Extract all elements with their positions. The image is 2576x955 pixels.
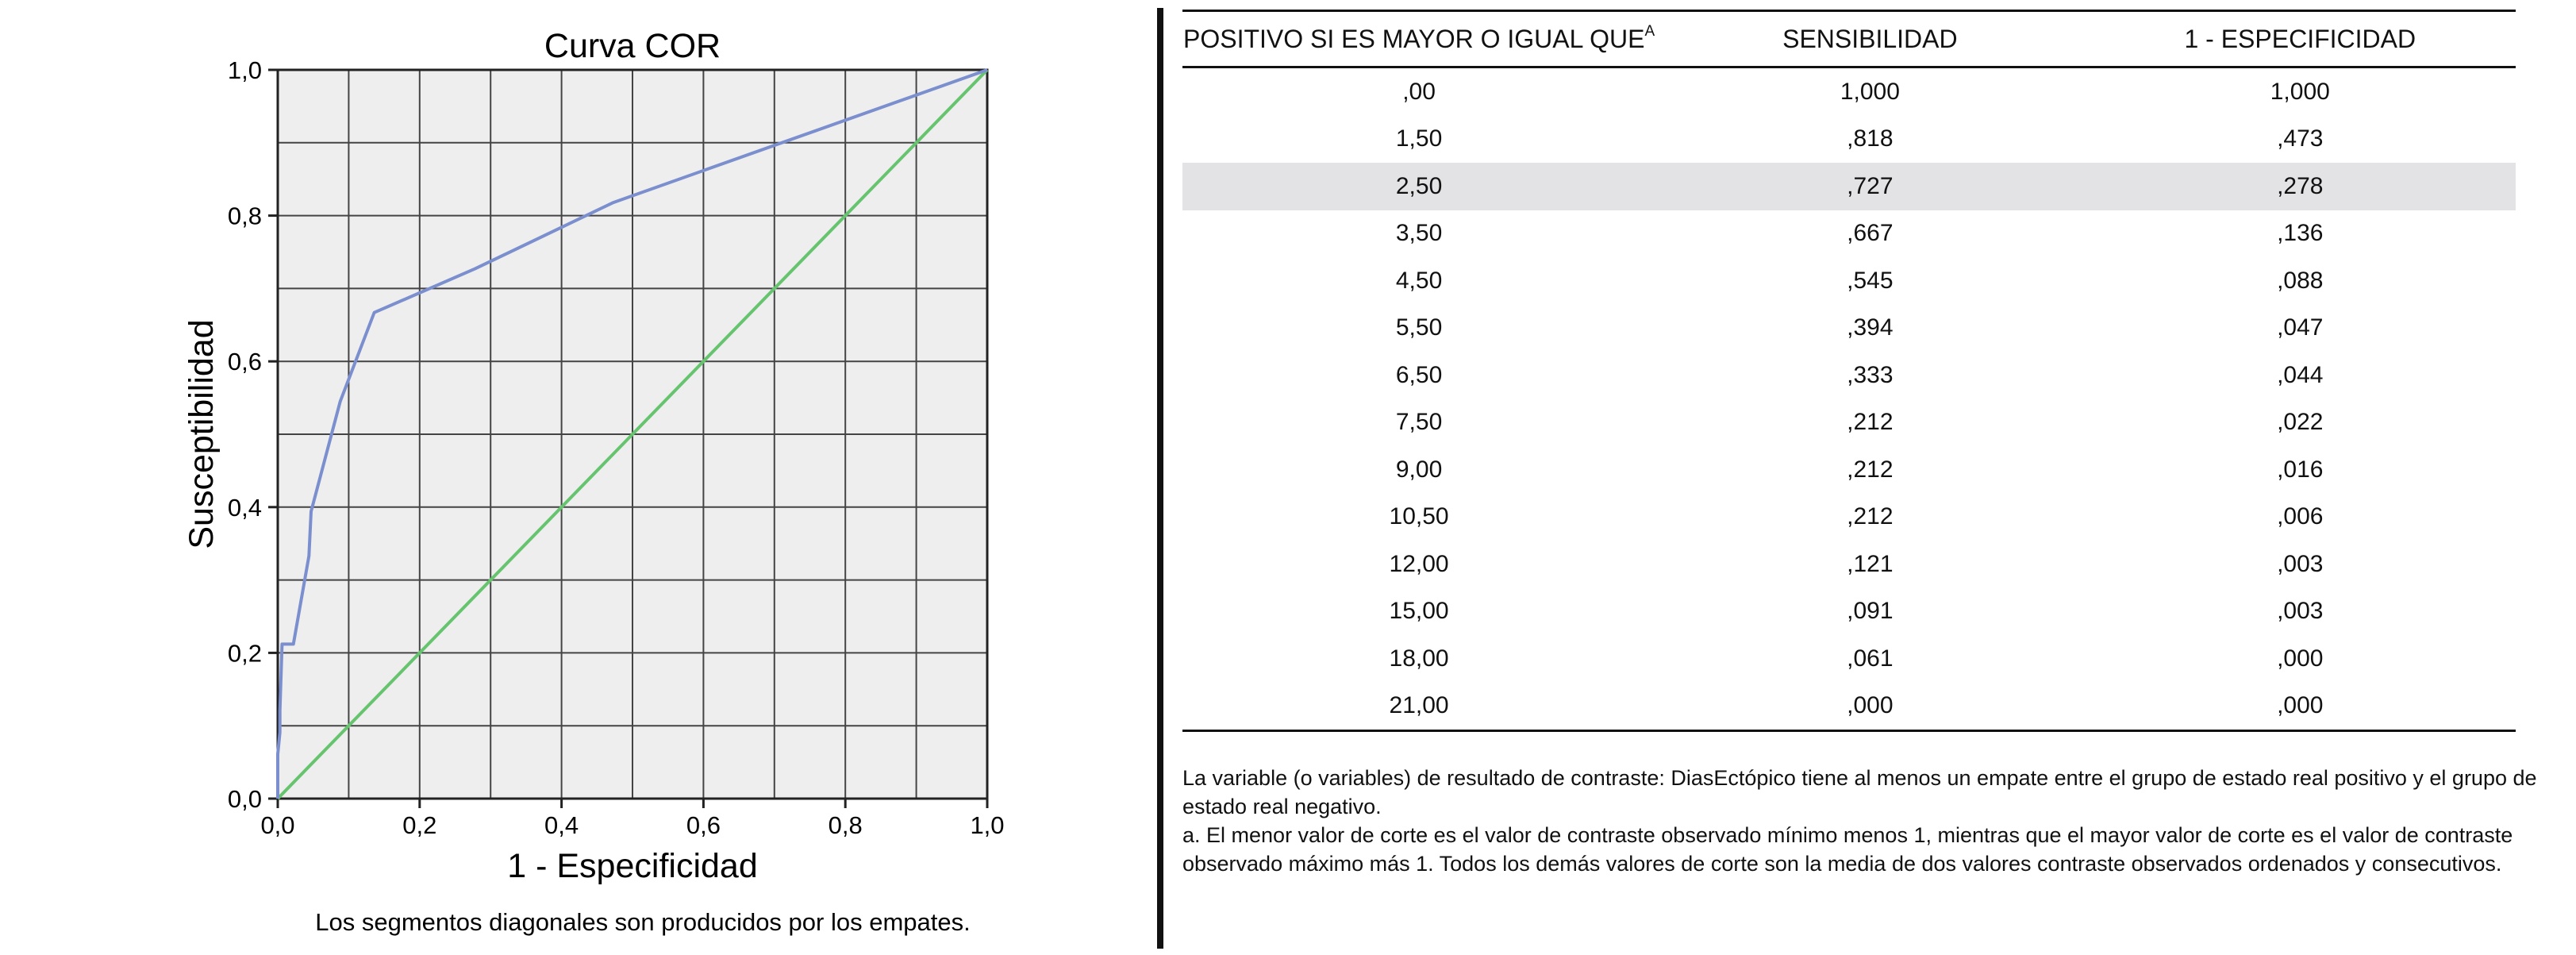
- header-one-minus-specificity: 1 - ESPECIFICIDAD: [2085, 11, 2516, 67]
- cell-one-minus-specificity: ,003: [2277, 550, 2324, 577]
- cell-cutoff: 12,00: [1389, 550, 1449, 577]
- y-tick-label: 0,6: [227, 348, 262, 376]
- header-sensitivity: SENSIBILIDAD: [1655, 11, 2084, 67]
- cell-cutoff: ,00: [1402, 78, 1436, 105]
- roc-chart: [0, 0, 1151, 955]
- cell-sensitivity: ,545: [1847, 267, 1894, 294]
- x-axis-label: 1 - Especificidad: [507, 847, 758, 885]
- roc-chart-panel: [0, 0, 1151, 955]
- cell-cutoff: 3,50: [1395, 220, 1443, 247]
- cell-sensitivity: ,061: [1847, 645, 1894, 672]
- cell-sensitivity: ,212: [1847, 409, 1894, 436]
- table-header-row: [1182, 11, 2516, 67]
- chart-title: Curva COR: [544, 27, 721, 65]
- cell-sensitivity: ,091: [1847, 598, 1894, 625]
- cell-cutoff: 2,50: [1182, 163, 1655, 210]
- x-tick-label: 0,8: [828, 811, 863, 839]
- cell-sensitivity: ,212: [1847, 456, 1894, 483]
- cell-cutoff: 1,50: [1395, 125, 1443, 152]
- cell-one-minus-specificity: ,000: [2277, 645, 2324, 672]
- cell-cutoff: 15,00: [1389, 598, 1449, 625]
- table-row: [1182, 399, 2516, 447]
- cell-cutoff: 5,50: [1395, 314, 1443, 341]
- table-row: [1182, 257, 2516, 305]
- table-row: [1182, 352, 2516, 399]
- table-row: [1182, 588, 2516, 636]
- cell-sensitivity: ,121: [1847, 550, 1894, 577]
- x-tick-label: 1,0: [970, 811, 1005, 839]
- coordinates-table: [1182, 10, 2516, 732]
- panel-divider: [1157, 8, 1163, 949]
- cell-sensitivity: ,818: [1847, 125, 1894, 152]
- table-row: [1182, 163, 2516, 210]
- cell-sensitivity: ,333: [1847, 361, 1894, 388]
- y-tick-label: 0,0: [227, 785, 262, 813]
- table-row: [1182, 541, 2516, 588]
- header-cutoff: POSITIVO SI ES MAYOR O IGUAL $QUE^A$: [1182, 11, 1655, 67]
- cell-one-minus-specificity: ,003: [2277, 598, 2324, 625]
- y-tick-label: 0,2: [227, 639, 262, 668]
- cell-one-minus-specificity: ,088: [2277, 267, 2324, 294]
- y-tick-label: 0,8: [227, 202, 262, 230]
- cell-one-minus-specificity: ,047: [2277, 314, 2324, 341]
- cell-one-minus-specificity: ,473: [2277, 125, 2324, 152]
- table-row: [1182, 67, 2516, 116]
- cell-one-minus-specificity: ,000: [2085, 683, 2516, 731]
- cell-one-minus-specificity: ,278: [2085, 163, 2516, 210]
- y-axis-label: Susceptibilidad: [183, 319, 221, 549]
- table-row: [1182, 683, 2516, 731]
- cell-one-minus-specificity: ,016: [2277, 456, 2324, 483]
- note-ties: La variable (o variables) de resultado de contraste: DiasEctópico tiene al menos un empate entre el grupo de estado real positivo y el grupo de estado real negativo.: [1182, 766, 2537, 818]
- x-tick-label: 0,2: [402, 811, 437, 839]
- x-tick-label: 0,4: [544, 811, 579, 839]
- table-notes: [1182, 764, 2567, 878]
- cell-sensitivity: ,727: [1655, 163, 2084, 210]
- cell-cutoff: 6,50: [1395, 361, 1443, 388]
- chart-caption: Los segmentos diagonales son producidos por los empates.: [315, 908, 971, 936]
- cell-cutoff: 4,50: [1395, 267, 1443, 294]
- table-row: [1182, 446, 2516, 494]
- cell-one-minus-specificity: ,136: [2277, 220, 2324, 247]
- table-row: [1182, 305, 2516, 352]
- coordinates-table-panel: [1182, 10, 2537, 878]
- cell-one-minus-specificity: ,044: [2277, 361, 2324, 388]
- cell-sensitivity: ,000: [1655, 683, 2084, 731]
- cell-one-minus-specificity: 1,000: [2270, 78, 2330, 105]
- cell-sensitivity: 1,000: [1840, 78, 1900, 105]
- cell-cutoff: 21,00: [1182, 683, 1655, 731]
- cell-one-minus-specificity: ,022: [2277, 409, 2324, 436]
- y-tick-label: 1,0: [227, 56, 262, 84]
- table-row: [1182, 116, 2516, 164]
- table-row: [1182, 635, 2516, 683]
- cell-cutoff: 18,00: [1389, 645, 1449, 672]
- cell-cutoff: 9,00: [1395, 456, 1443, 483]
- cell-sensitivity: ,212: [1847, 503, 1894, 530]
- cell-sensitivity: ,394: [1847, 314, 1894, 341]
- y-tick-label: 0,4: [227, 493, 262, 522]
- x-tick-label: 0,6: [686, 811, 721, 839]
- cell-sensitivity: ,667: [1847, 220, 1894, 247]
- table-row: [1182, 494, 2516, 541]
- note-a: a. El menor valor de corte es el valor de contraste observado mínimo menos 1, mientras que el mayor valor de corte es el valor de contraste observado máximo más 1. Todos los demás valores de corte son la media de dos valores contraste observados ordenados y consecutivos.: [1182, 823, 2513, 876]
- x-tick-label: 0,0: [260, 811, 295, 839]
- cell-cutoff: 7,50: [1395, 409, 1443, 436]
- table-row: [1182, 210, 2516, 258]
- cell-cutoff: 10,50: [1389, 503, 1449, 530]
- table-body: [1182, 67, 2516, 731]
- cell-one-minus-specificity: ,006: [2277, 503, 2324, 530]
